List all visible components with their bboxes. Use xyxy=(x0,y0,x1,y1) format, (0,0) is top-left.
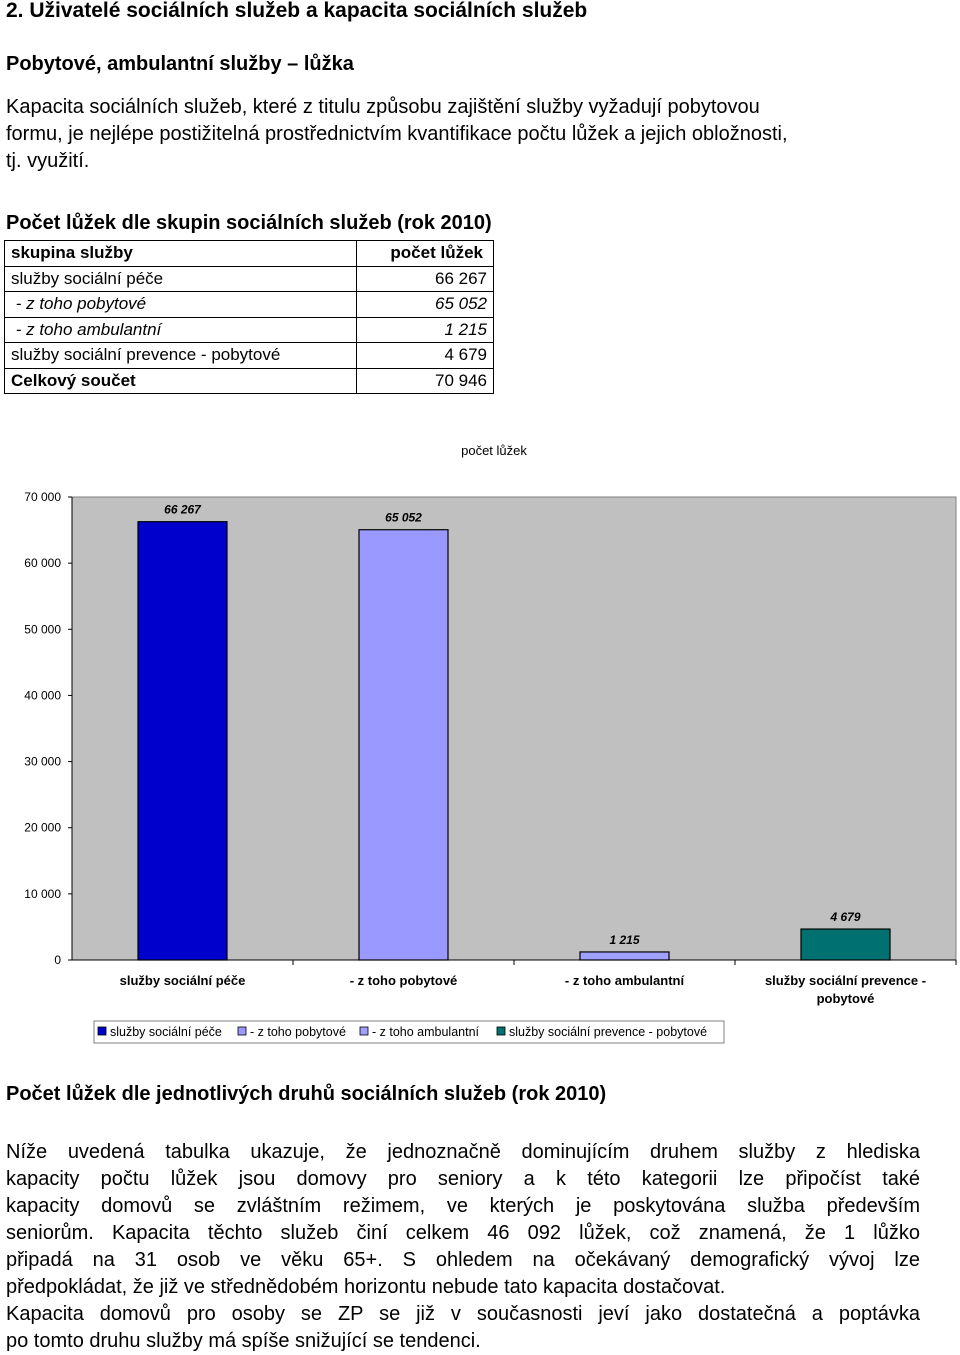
row-value: 4 679 xyxy=(357,343,494,369)
x-tick-label: pobytové xyxy=(816,991,875,1006)
legend-swatch xyxy=(98,1027,106,1035)
intro-line: Kapacita sociálních služeb, které z titulu způsobu zajištění služby vyžadují pobytovou xyxy=(6,96,760,118)
legend-swatch xyxy=(238,1027,246,1035)
row-value: 66 267 xyxy=(357,266,494,292)
paragraph-line: kapacity počtu lůžek jsou domovy pro seniory a k této kategorii lze připočíst také xyxy=(6,1168,920,1190)
bar xyxy=(580,952,669,960)
legend-label: - z toho pobytové xyxy=(250,1025,346,1039)
y-tick-label: 50 000 xyxy=(24,622,61,637)
subheading: Pobytové, ambulantní služby – lůžka xyxy=(6,53,354,75)
section-heading: 2. Uživatelé sociálních služeb a kapacita sociálních služeb xyxy=(6,0,588,22)
paragraph-line: připadá na 31 osob ve věku 65+. S ohledem na očekávaný demografický vývoj lze xyxy=(6,1249,920,1271)
bar-value-label: 4 679 xyxy=(830,910,861,925)
y-tick-label: 30 000 xyxy=(24,754,61,769)
legend-label: - z toho ambulantní xyxy=(372,1025,480,1039)
column-header-group: skupina služby xyxy=(5,241,357,267)
chart-title: počet lůžek xyxy=(461,443,527,458)
x-axis xyxy=(72,960,956,1006)
table-row xyxy=(5,292,494,318)
section2-heading: Počet lůžek dle jednotlivých druhů sociálních služeb (rok 2010) xyxy=(6,1083,607,1105)
row-label: - z toho pobytové xyxy=(5,292,357,318)
bar xyxy=(801,929,890,960)
section2-paragraph xyxy=(6,1139,920,1355)
row-label: - z toho ambulantní xyxy=(5,317,357,343)
paragraph-line: Kapacita domovů pro osoby se ZP se již v současnosti jeví jako dostatečná a poptávka xyxy=(6,1303,920,1325)
x-tick-label: služby sociální péče xyxy=(119,973,246,988)
row-label: služby sociální prevence - pobytové xyxy=(5,343,357,369)
table-row xyxy=(5,266,494,292)
legend-swatch xyxy=(497,1027,505,1035)
beds-table xyxy=(4,240,494,394)
paragraph-line: po tomto druhu služby má spíše snižující se tendenci. xyxy=(6,1330,481,1352)
y-tick-label: 20 000 xyxy=(24,820,61,835)
y-tick-label: 10 000 xyxy=(24,886,61,901)
bar-value-label: 1 215 xyxy=(609,932,640,947)
x-tick-label: - z toho ambulantní xyxy=(564,973,685,988)
table-row xyxy=(5,343,494,369)
y-tick-label: 0 xyxy=(54,953,61,967)
table-title: Počet lůžek dle skupin sociálních služeb (rok 2010) xyxy=(6,212,492,234)
legend-label: služby sociální prevence - pobytové xyxy=(509,1025,708,1039)
beds-bar-chart xyxy=(0,430,960,1050)
chart-legend xyxy=(94,1021,724,1043)
legend-swatch xyxy=(360,1027,368,1035)
legend-label: služby sociální péče xyxy=(110,1025,222,1039)
row-value: 65 052 xyxy=(357,292,494,318)
total-value: 70 946 xyxy=(357,368,494,394)
paragraph-line: Níže uvedená tabulka ukazuje, že jednoznačně dominujícím druhem služby z hlediska xyxy=(6,1141,920,1163)
bar xyxy=(138,522,227,960)
intro-line: tj. využití. xyxy=(6,150,90,172)
bar-value-label: 66 267 xyxy=(164,502,201,517)
x-tick-label: - z toho pobytové xyxy=(349,973,458,988)
paragraph-line: kapacity domovů se zvláštním režimem, ve kterých je poskytována služba především xyxy=(6,1195,920,1217)
column-header-beds: počet lůžek xyxy=(357,241,494,267)
x-tick-label: služby sociální prevence - xyxy=(764,973,927,988)
row-label: služby sociální péče xyxy=(5,266,357,292)
table-total-row xyxy=(5,368,494,394)
table-row xyxy=(5,317,494,343)
total-label: Celkový součet xyxy=(5,368,357,394)
paragraph-line: předpokládat, že již ve střednědobém horizontu nebude tato kapacita dostačovat. xyxy=(6,1276,726,1298)
bar-value-label: 65 052 xyxy=(385,510,422,525)
bar xyxy=(359,530,448,960)
y-axis xyxy=(24,490,72,967)
intro-line: formu, je nejlépe postižitelná prostřednictvím kvantifikace počtu lůžek a jejich obložnosti, xyxy=(6,123,788,145)
y-tick-label: 40 000 xyxy=(24,688,61,703)
paragraph-line: seniorům. Kapacita těchto služeb činí celkem 46 092 lůžek, což znamená, že 1 lůžko xyxy=(6,1222,920,1244)
y-tick-label: 60 000 xyxy=(24,556,61,571)
row-value: 1 215 xyxy=(357,317,494,343)
y-tick-label: 70 000 xyxy=(24,490,61,504)
intro-paragraph xyxy=(6,94,936,175)
table-header-row xyxy=(5,241,494,267)
